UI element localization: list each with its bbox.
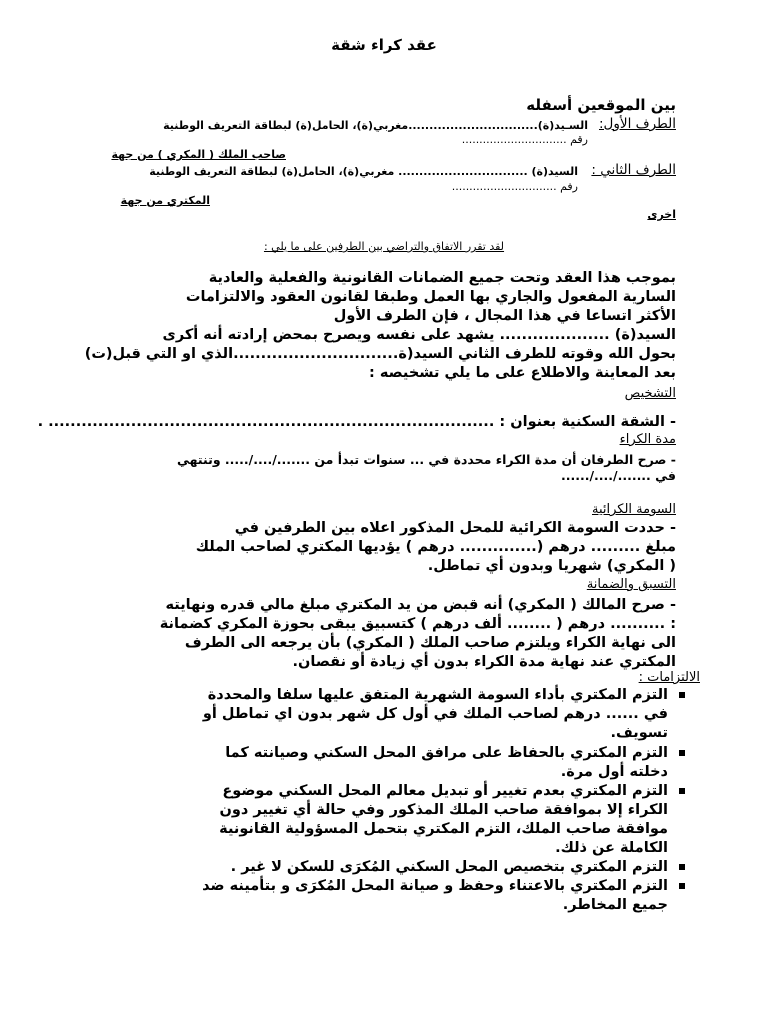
obligation-4-line-1: التزم المكتري بتخصيص المحل السكني المُكرَى للسكن لا غير . <box>230 859 668 875</box>
intro-line-1: بموجب هذا العقد وتحت جميع الضمانات القانونية والفعلية والعادية <box>208 270 676 286</box>
obligation-1-line-3: تسويف. <box>610 725 668 741</box>
bullet-icon <box>679 788 685 794</box>
party1-role: صاحب الملك ( المكري ) من جهة <box>111 148 286 161</box>
duration-line-1: - صرح الطرفان أن مدة الكراء محددة في ... سنوات تبدأ من ......./..../..... وتنتهي <box>177 452 676 467</box>
party2-other: اخرى <box>647 208 676 221</box>
obligation-3-line-1: التزم المكتري بعدم تغيير أو تبديل معالم المحل السكني موضوع <box>222 783 668 799</box>
party2-role: المكتري من جهة <box>120 194 210 207</box>
identification-heading: التشخيص <box>624 386 676 401</box>
deposit-line-3: الى نهاية الكراء ويلتزم صاحب الملك ( المكري) بأن يرجعه الى الطرف <box>184 635 676 651</box>
deposit-line-2: : .......... درهم ( ........ ألف درهم ) كتسبيق يبقى بحوزة المكري كضمانة <box>159 616 676 632</box>
obligation-1-line-1: التزم المكتري بأداء السومة الشهرية المتفق عليها سلفا والمحددة <box>207 687 668 703</box>
obligation-3-line-4: الكاملة عن ذلك. <box>555 840 668 856</box>
rent-heading: السومة الكرائية <box>592 502 676 517</box>
deposit-line-4: المكتري عند نهاية مدة الكراء بدون أي زيادة أو نقصان. <box>292 654 676 670</box>
bullet-icon <box>679 692 685 698</box>
rent-line-1: - حددت السومة الكرائية للمحل المذكور اعلاه بين الطرفين في <box>234 520 676 536</box>
party2-line1: السيد(ة) ............................... مغربي(ة)، الحامل(ة) لبطاقة التعريف الوطنية <box>149 165 578 178</box>
intro-line-3: الأكثر اتساعا في هذا المجال ، فإن الطرف الأول <box>333 308 676 324</box>
obligation-3-line-2: الكراء إلا بموافقة صاحب الملك المذكور وفي حالة أي تغيير دون <box>219 802 668 818</box>
agreement-heading: لقد تقرر الاتفاق والتراضي بين الطرفين على ما يلي : <box>263 240 505 253</box>
party2-label: الطرف الثاني : <box>591 162 676 178</box>
bullet-icon <box>679 750 685 756</box>
parties-heading: بين الموقعين أسفله <box>526 96 676 114</box>
intro-line-2: السارية المفعول والجاري بها العمل وطبقا لقانون العقود والالتزامات <box>185 289 676 305</box>
obligation-2-line-2: دخلته أول مرة. <box>560 764 668 780</box>
obligation-2-line-1: التزم المكتري بالحفاظ على مرافق المحل السكني وصيانته كما <box>225 745 668 761</box>
deposit-heading: التسبق والضمانة <box>586 577 676 592</box>
intro-line-4: السيد(ة) .................... يشهد على نفسه ويصرح بمحض إرادته أنه أكرى <box>162 327 676 343</box>
rent-line-3: ( المكري) شهريا وبدون أي تماطل. <box>427 558 676 574</box>
obligation-5-line-1: التزم المكتري بالاعتناء وحفظ و صيانة المحل المُكرَى و بتأمينه ضد <box>202 878 668 894</box>
party1-line1: السـيد(ة)...............................مغربي(ة)، الحامل(ة) لبطاقة التعريف الوطنية <box>163 119 588 132</box>
obligation-3-line-3: موافقة صاحب الملك، التزم المكتري بتحمل المسؤولية القانونية <box>219 821 668 837</box>
obligation-1-line-2: في ...... درهم لصاحب الملك في أول كل شهر بدون اي تماطل أو <box>202 706 668 722</box>
party1-label: الطرف الأول: <box>599 116 676 132</box>
duration-heading: مدة الكراء <box>619 432 676 447</box>
deposit-line-1: - صرح المالك ( المكري) أنه قبض من يد المكتري مبلغ مالي قدره ونهايته <box>165 597 676 613</box>
obligation-5-line-2: جميع المخاطر. <box>562 897 668 913</box>
intro-line-5: بحول الله وقوته للطرف الثاني السيد(ة..............................الذي او التي قبل(ت) <box>84 346 676 362</box>
document-title: عقد كراء شقة <box>331 36 437 54</box>
duration-line-2: في ......./..../...... <box>560 468 676 483</box>
intro-line-6: بعد المعاينة والاطلاع على ما يلي تشخيصه : <box>368 365 676 381</box>
bullet-icon <box>679 864 685 870</box>
rent-line-2: مبلغ ......... درهم (.............. درهم ) يؤديها المكتري لصاحب الملك <box>195 539 676 555</box>
identification-line: - الشقة السكنية بعنوان : ................................................................................. . <box>37 414 676 430</box>
party1-line2: رقم .............................. <box>461 133 588 146</box>
bullet-icon <box>679 883 685 889</box>
party2-line2: رفم .............................. <box>451 180 578 193</box>
obligations-heading: الالتزامات : <box>638 670 700 685</box>
